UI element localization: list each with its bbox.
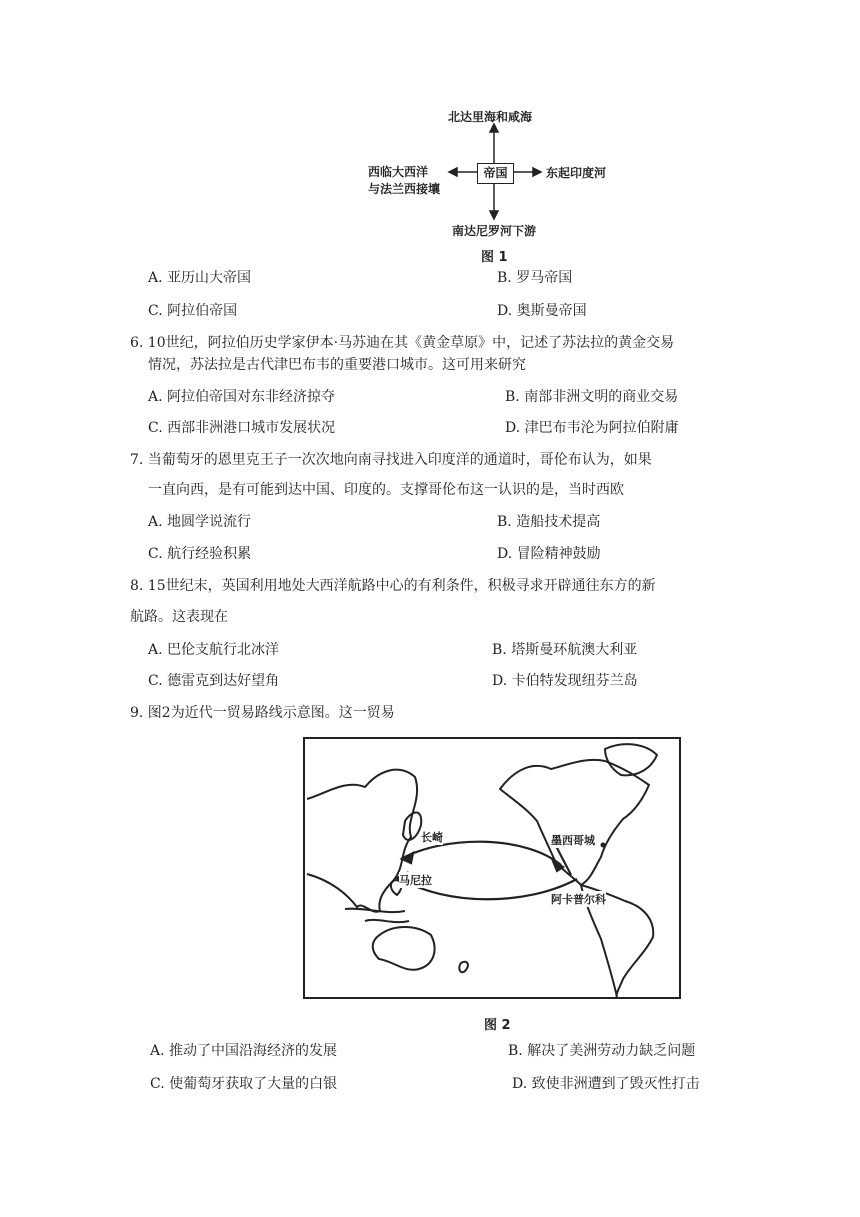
q9-stem: 9. 图2为近代一贸易路线示意图。这一贸易 bbox=[130, 705, 395, 721]
figure-1-north-label: 北达里海和咸海 bbox=[448, 110, 533, 124]
figure-2-map-drawing bbox=[305, 739, 679, 997]
q7-option-b: B. 造船技术提高 bbox=[497, 514, 601, 530]
q9-option-b: B. 解决了美洲劳动力缺乏问题 bbox=[508, 1043, 696, 1059]
q9-option-c: C. 使葡萄牙获取了大量的白银 bbox=[150, 1076, 338, 1092]
map-label-mexico-city: 墨西哥城 bbox=[551, 834, 595, 847]
north-america-coastline bbox=[500, 760, 649, 885]
figure-1-arrows bbox=[0, 0, 860, 260]
q5-option-d: D. 奥斯曼帝国 bbox=[497, 303, 587, 319]
figure-1-west-label-2: 与法兰西接壤 bbox=[368, 182, 441, 196]
figure-2-caption: 图 2 bbox=[484, 1018, 511, 1033]
q8-option-a: A. 巴伦支航行北冰洋 bbox=[148, 642, 280, 658]
q9-option-d: D. 致使非洲遭到了毁灭性打击 bbox=[512, 1076, 700, 1092]
figure-1-east-label: 东起印度河 bbox=[546, 166, 607, 180]
q7-stem-line-2: 一直向西，是有可能到达中国、印度的。支撑哥伦布这一认识的是，当时西欧 bbox=[148, 482, 624, 498]
q6-option-b: B. 南部非洲文明的商业交易 bbox=[505, 389, 679, 405]
q7-stem-line-1: 7. 当葡萄牙的恩里克王子一次次地向南寻找进入印度洋的通道时，哥伦布认为，如果 bbox=[130, 452, 652, 468]
q7-option-d: D. 冒险精神鼓励 bbox=[497, 546, 601, 562]
mexico-city-dot bbox=[601, 843, 606, 848]
route-eastbound bbox=[401, 842, 561, 865]
q5-option-c: C. 阿拉伯帝国 bbox=[148, 303, 238, 319]
q8-option-b: B. 塔斯曼环航澳大利亚 bbox=[492, 642, 638, 658]
q6-option-a: A. 阿拉伯帝国对东非经济掠夺 bbox=[148, 389, 336, 405]
map-label-nagasaki: 长崎 bbox=[421, 831, 443, 844]
q8-option-c: C. 德雷克到达好望角 bbox=[148, 673, 280, 689]
figure-1-west-label-1: 西临大西洋 bbox=[368, 165, 429, 179]
figure-1-caption: 图 1 bbox=[481, 250, 508, 265]
q6-stem-line-1: 6. 10世纪，阿拉伯历史学家伊本·马苏迪在其《黄金草原》中，记述了苏法拉的黄金交易 bbox=[130, 335, 675, 351]
q7-option-c: C. 航行经验积累 bbox=[148, 546, 252, 562]
q5-option-b: B. 罗马帝国 bbox=[497, 270, 573, 286]
q7-option-a: A. 地圆学说流行 bbox=[148, 514, 252, 530]
map-label-acapulco: 阿卡普尔科 bbox=[551, 893, 606, 906]
figure-1-empire-box: 帝国 bbox=[477, 163, 514, 184]
q5-option-a: A. 亚历山大帝国 bbox=[148, 270, 252, 286]
q8-option-d: D. 卡伯特发现纽芬兰岛 bbox=[492, 673, 638, 689]
q6-option-c: C. 西部非洲港口城市发展状况 bbox=[148, 420, 336, 436]
q6-option-d: D. 津巴布韦沦为阿拉伯附庸 bbox=[505, 420, 679, 436]
figure-1-south-label: 南达尼罗河下游 bbox=[452, 224, 537, 238]
indonesia-outline bbox=[345, 909, 409, 922]
map-label-manila: 马尼拉 bbox=[399, 874, 432, 887]
q8-stem-line-2: 航路。这表现在 bbox=[130, 609, 228, 625]
figure-2-map bbox=[303, 737, 681, 999]
q8-stem-line-1: 8. 15世纪末，英国利用地处大西洋航路中心的有利条件，积极寻求开辟通往东方的新 bbox=[130, 578, 656, 594]
australia-outline bbox=[373, 927, 435, 970]
q6-stem-line-2: 情况，苏法拉是古代津巴布韦的重要港口城市。这可用来研究 bbox=[148, 357, 526, 373]
new-zealand-outline bbox=[459, 962, 468, 973]
greenland-outline bbox=[605, 744, 657, 775]
q9-option-a: A. 推动了中国沿海经济的发展 bbox=[150, 1043, 338, 1059]
